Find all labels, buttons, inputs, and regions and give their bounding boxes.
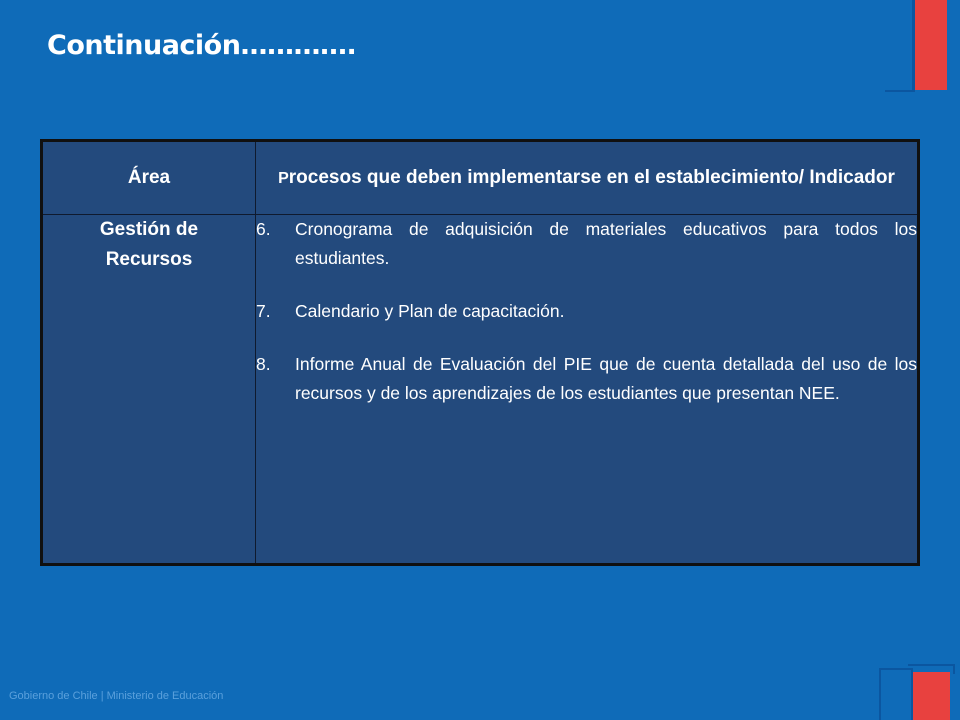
footer-text: Gobierno de Chile | Ministerio de Educación (9, 690, 224, 702)
list-item (256, 215, 917, 273)
header-processes-rest: rocesos que deben implementarse en el establecimiento/ Indicador (288, 166, 895, 188)
process-table (40, 139, 920, 566)
item-text: Cronograma de adquisición de materiales educativos para todos los estudiantes. (295, 219, 917, 268)
header-processes (256, 141, 919, 215)
processes-cell (256, 215, 919, 565)
table-header-row (42, 141, 919, 215)
indicator-list (256, 215, 917, 408)
area-cell (42, 215, 256, 565)
item-number: 6. (256, 219, 271, 239)
slide-title: Continuación…………. (47, 30, 357, 61)
list-item (256, 350, 917, 408)
table-row (42, 215, 919, 565)
flag-decoration-bottom (879, 664, 960, 720)
item-number: 8. (256, 354, 271, 374)
flag-decoration-top (885, 0, 960, 92)
header-area: Área (42, 141, 256, 215)
item-text: Informe Anual de Evaluación del PIE que de cuenta detallada del uso de los recursos y de los aprendizajes de los estudiantes que presentan NEE. (295, 354, 917, 403)
item-text: Calendario y Plan de capacitación. (295, 301, 565, 321)
list-item (256, 297, 917, 326)
item-number: 7. (256, 301, 271, 321)
header-processes-initial: P (278, 169, 289, 187)
area-name: Gestión de Recursos (99, 219, 199, 270)
